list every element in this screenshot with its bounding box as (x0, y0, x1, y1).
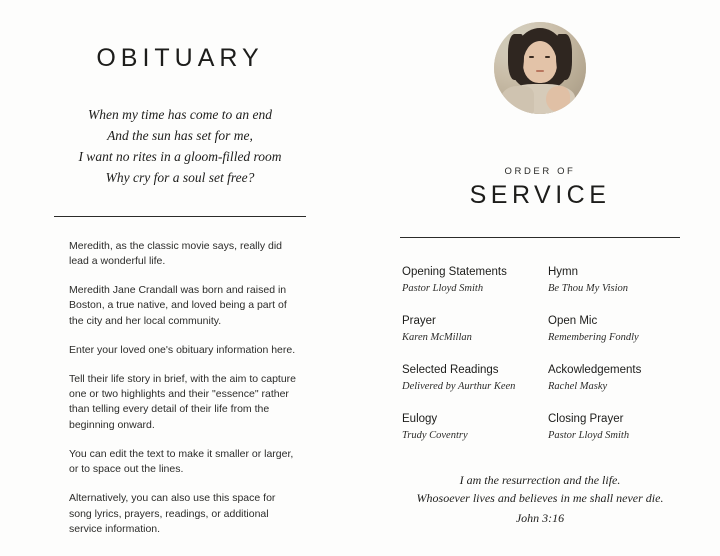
portrait-eye-left (529, 56, 534, 58)
list-item (548, 314, 678, 343)
poem-line: I want no rites in a gloom-filled room (78, 148, 282, 164)
portrait-arm (546, 86, 570, 112)
verse-line: Whosoever lives and believes in me shall never die. (416, 490, 664, 505)
obituary-paragraph: Meredith, as the classic movie says, really did lead a wonderful life. (69, 239, 282, 267)
portrait-eye-right (545, 56, 550, 58)
service-item-person: Rachel Masky (548, 380, 608, 392)
verse-reference: John 3:16 (515, 510, 565, 525)
list-item (548, 265, 678, 294)
closing-verse (400, 471, 680, 527)
list-item (402, 412, 532, 441)
obituary-paragraph: Tell their life story in brief, with the aim to capture one or two highlights and their "essence" rather than telling every detail of their life from the beginning onward. (69, 373, 297, 431)
list-item (548, 363, 678, 392)
service-eyebrow: ORDER OF (504, 166, 576, 177)
portrait-hair-left (508, 34, 524, 80)
service-item-person: Trudy Coventry (402, 429, 468, 441)
service-item-person: Karen McMillan (402, 331, 472, 343)
service-item-name: Open Mic (548, 314, 598, 327)
service-item-name: Selected Readings (402, 363, 499, 376)
poem-line: When my time has come to an end (87, 107, 273, 122)
page-title: OBITUARY (96, 44, 264, 72)
obituary-paragraph: You can edit the text to make it smaller or larger, or to space out the lines. (69, 447, 294, 476)
service-item-name: Hymn (548, 266, 579, 278)
obituary-paragraph: Meredith Jane Crandall was born and raised in Boston, a true native, and loved being a part of the city and her local community. (69, 284, 287, 327)
service-item-name: Eulogy (402, 412, 438, 425)
portrait-face (523, 41, 557, 83)
obituary-paragraph: Alternatively, you can also use this space for song lyrics, prayers, readings, or additional service information. (69, 492, 276, 535)
list-item (548, 412, 678, 441)
portrait-hair-right (556, 34, 572, 80)
list-item (402, 363, 532, 392)
list-item (402, 265, 532, 294)
obituary-paragraph: Enter your loved one's obituary information here. (69, 343, 296, 356)
divider-right (400, 237, 680, 238)
divider-left (54, 216, 306, 217)
service-item-person: Be Thou My Vision (548, 282, 629, 294)
portrait-mouth (536, 70, 544, 72)
avatar (494, 22, 586, 114)
poem-line: And the sun has set for me, (107, 127, 253, 143)
service-item-name: Prayer (402, 314, 436, 327)
portrait-wrapper (400, 22, 680, 114)
portrait-sleeve (500, 86, 534, 114)
obituary-body (55, 239, 305, 537)
service-item-name: Ackowledgements (548, 363, 642, 376)
service-item-list (400, 265, 680, 441)
service-item-name: Closing Prayer (548, 412, 624, 425)
service-item-person: Delivered by Aurthur Keen (402, 380, 516, 392)
service-item-person: Remembering Fondly (548, 331, 639, 343)
poem-block (55, 105, 305, 189)
verse-line: I am the resurrection and the life. (459, 472, 621, 487)
service-panel (360, 0, 720, 556)
service-item-person: Pastor Lloyd Smith (548, 429, 630, 441)
service-item-person: Pastor Lloyd Smith (402, 282, 484, 294)
list-item (402, 314, 532, 343)
service-title: SERVICE (469, 181, 611, 209)
service-item-name: Opening Statements (402, 266, 507, 278)
poem-line: Why cry for a soul set free? (105, 169, 255, 185)
